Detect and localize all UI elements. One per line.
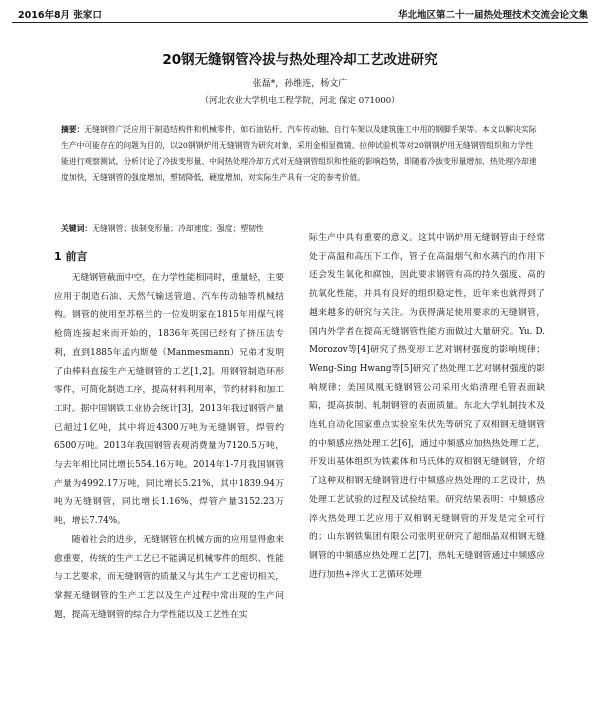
keywords-label: 关键词： bbox=[61, 224, 93, 233]
paragraph: 随着社会的进步，无缝钢管在机械方面的应用显得愈来愈重要，传统的生产工艺已不能满足机械零件的组织、性能与工艺要求，而无缝钢管的质量又与其生产工艺密切相关，掌握无缝钢管的生产工艺以及生产过程中常出现的生产问题，提高无缝钢管的综合力学性能以及工艺性在实 bbox=[54, 534, 284, 620]
section-heading: 1 前言 bbox=[54, 250, 88, 263]
paper-title: 20钢无缝钢管冷拔与热处理冷却工艺改进研究 bbox=[162, 52, 438, 68]
abstract bbox=[61, 122, 539, 186]
affiliation: （河北农业大学机电工程学院，河北 保定 071000） bbox=[200, 96, 400, 106]
left-column bbox=[54, 269, 284, 624]
paragraph: 无缝钢管截面中空，在力学性能相同时，重量轻，主要应用于制造石油、天然气输送管道、汽车传动轴等机械结构。钢管的使用至苏格兰的一位发明家在1815年用煤气将枪筒连接起来而开始的，1836年英国已经有了挤压法专利，直到1885年孟内斯曼（Manmesmann）兄弟才发明了由棒料直接生产无缝钢管的工艺[1,2]。用钢管制造环形零件，可简化制造工序，提高材料利用率，节约材料和加工工时。据中国钢铁工业协会统计[3]，2013年我过钢管产量已超过1亿吨，其中将近4300万吨为无缝钢管，焊管约6500万吨。2013年我国钢管表观消费量为7120.5万吨，与去年相比同比增长554.16万吨。2014年1-7月我国钢管产量为4992.17万吨，同比增长5.21%，其中1839.94万吨为无缝钢管，同比增长1.16%，焊管产量3152.23万吨，增长7.74%。 bbox=[54, 273, 284, 527]
header-left: 2016年8月 张家口 bbox=[18, 10, 102, 21]
authors: 张磊*，孙维连，杨文广 bbox=[252, 79, 348, 89]
header-rule bbox=[12, 22, 588, 23]
keywords-text: 无缝钢管；拔制变形量；冷却速度；强度；塑韧性 bbox=[92, 224, 264, 233]
header-right: 华北地区第二十一届热处理技术交流会论文集 bbox=[397, 10, 588, 21]
paragraph: 际生产中具有重要的意义。这其中锅炉用无缝钢管由于经常处于高温和高压下工作，管子在高温烟气和水蒸汽的作用下还会发生氧化和腐蚀，因此要求钢管有高的持久强度、高的抗氧化性能，并具有良好的组织稳定性，近年来也就得到了越来越多的研究与关注。为获得满足使用要求的无缝钢管，国内外学者在提高无缝钢管性能方面做过大量研究。Yu. D. Morozov等[4]研究了热变形工艺对钢材强度的影响规律；Weng-Sing Hwang等[5]研究了热处理工艺对钢材强度的影响规律；美国凤凰无缝钢管公司采用火焰清理毛管表面缺陷，提高拔制、轧制钢管的表面质量。东北大学轧制技术及连轧自动化国家重点实验室朱伏先等研究了双相钢无缝钢管的中频感应热处理工艺[6]，通过中频感应加热热处理工艺，开发出基体组织为铁素体和马氏体的双相钢无缝钢管，介绍了这种双相钢无缝钢管进行中频感应热处理的工艺设计，热处理工艺试验的过程及试验结果。研究结果表明：中频感应淬火热处理工艺应用于双相钢无缝钢管的开发是完全可行的；山东钢铁集团有限公司张明亚研究了超细晶双相钢无缝钢管的中频感应热处理工艺[7]，热轧无缝钢管通过中频感应进行加热+淬火工艺循环处理 bbox=[309, 233, 545, 580]
abstract-text: 无缝钢管广泛应用于制造结构件和机械零件，如石油钻杆、汽车传动轴、自行车架以及建筑施工中用的钢脚手架等。本文以解决实际生产中可能存在的问题为目的，以20钢钢炉用无缝钢管为研究对象，采用金相显微镜、拉伸试验机等对20钢钢炉用无缝钢管组织和力学性能进行观察测试，分析讨论了冷拔变形量、中间热处理冷却方式对无缝钢管组织和性能的影响趋势，即随着冷拔变形量增加、热处理冷却速度加快，无缝钢管的强度增加，塑韧降低，硬度增加，对实际生产具有一定的参考价值。 bbox=[61, 125, 537, 182]
abstract-label: 摘要： bbox=[61, 125, 85, 134]
right-column bbox=[309, 229, 545, 584]
